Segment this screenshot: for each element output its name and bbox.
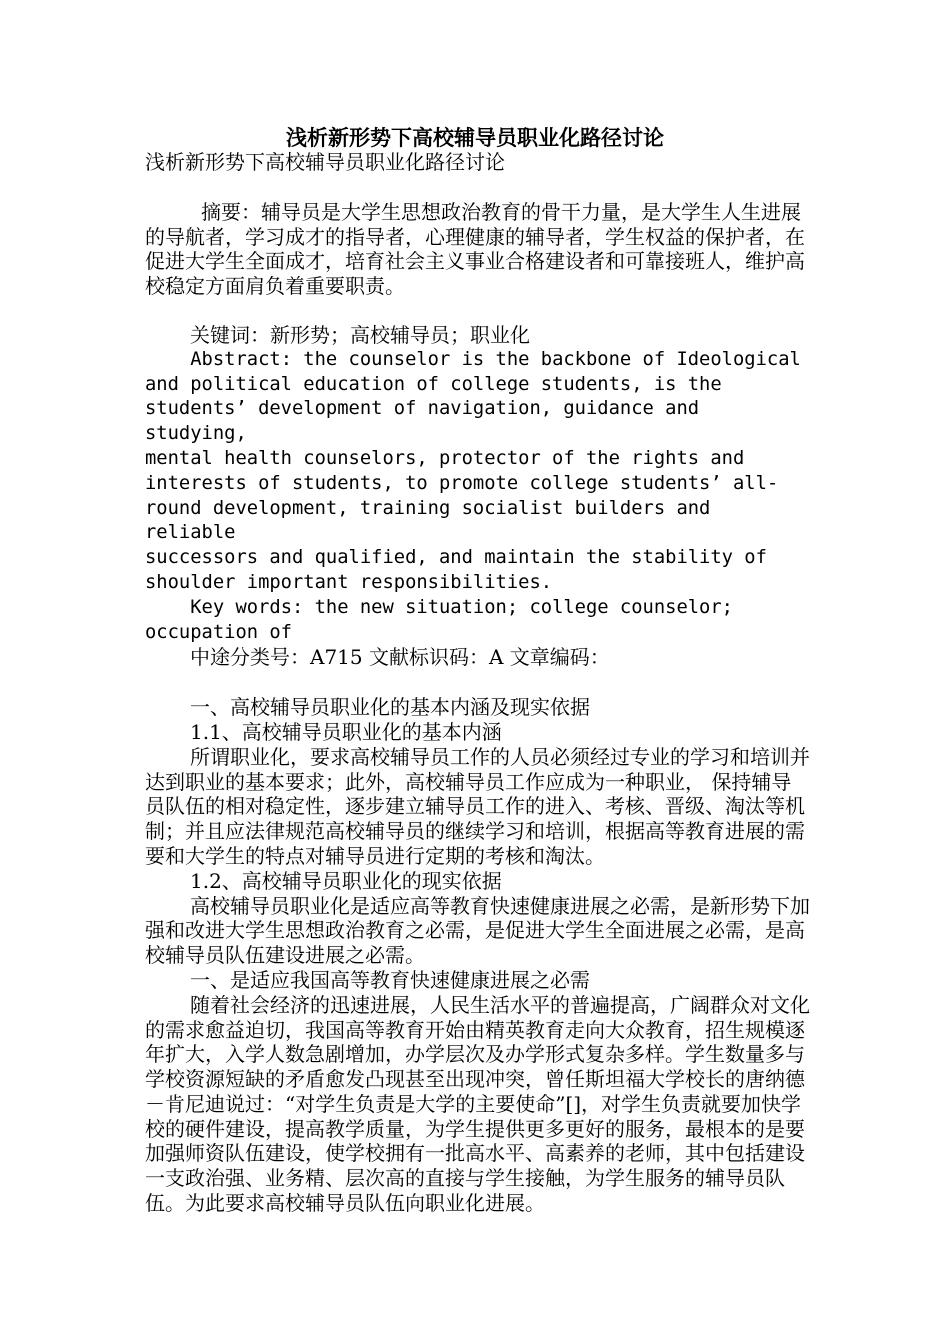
abstract-english (145, 348, 810, 596)
keywords-english-line: Key words: the new situation; college counselor; (145, 596, 733, 618)
abstract-chinese: 摘要：辅导员是大学生思想政治教育的骨干力量，是大学生人生进展的导航者，学习成才的指导者，心理健康的辅导者，学生权益的保护者，在促进大学生全面成才，培育社会主义事业合格建设者和可靠接班人，维护高校稳定方面肩负着重要职责。 (145, 199, 805, 299)
point-1-heading: 一、是适应我国高等教育快速健康进展之必需 (190, 967, 590, 992)
section-1-1-heading: 1.1、高校辅导员职业化的基本内涵 (190, 719, 502, 744)
abstract-english-line: students’ development of navigation, guidance and studying, (145, 398, 711, 445)
section-1-2-heading: 1.2、高校辅导员职业化的现实依据 (190, 868, 502, 893)
abstract-english-line: mental health counselors, protector of the rights and (145, 447, 745, 469)
abstract-english-line: successors and qualified, and maintain the stability of (145, 547, 767, 569)
point-1-body: 随着社会经济的迅速进展，人民生活水平的普遍提高，广阔群众对文化的需求愈益迫切，我国高等教育开始由精英教育走向大众教育，招生规模逐年扩大，入学人数急剧增加，办学层次及办学形式复杂多样。学生数量多与学校资源短缺的矛盾愈发凸现甚至出现冲突，曾任斯坦福大学校长的唐纳德－肯尼迪说过：“对学生负责是大学的主要使命”[]，对学生负责就要加快学校的硬件建设，提高教学质量，为学生提供更多更好的服务，最根本的是要加强师资队伍建设，使学校拥有一批高水平、高素养的老师，其中包括建设一支政治强、业务精、层次高的直接与学生接触，为学生服务的辅导员队伍。为此要求高校辅导员队伍向职业化进展。 (145, 992, 810, 1216)
abstract-english-line: round development, training socialist builders and reliable (145, 497, 722, 544)
document-title: 浅析新形势下高校辅导员职业化路径讨论 (286, 125, 664, 150)
abstract-english-line: shoulder important responsibilities. (145, 571, 553, 593)
abstract-english-line: Abstract: the counselor is the backbone of Ideological (145, 348, 801, 370)
section-1-1-body: 所谓职业化，要求高校辅导员工作的人员必须经过专业的学习和培训并达到职业的基本要求；此外，高校辅导员工作应成为一种职业， 保持辅导员队伍的相对稳定性，逐步建立辅导员工作的进入、考核、晋级、淘汰等机制；并且应法律规范高校辅导员的继续学习和培训，根据高等教育进展的需要和大学生的特点对辅导员进行定期的考核和淘汰。 (145, 744, 810, 868)
keywords-english (145, 596, 810, 646)
classification-line: 中途分类号：A715 文献标识码：A 文章编码： (190, 645, 610, 670)
abstract-english-line: and political education of college students, is the (145, 373, 722, 395)
document-body (145, 150, 810, 1216)
keywords-chinese: 关键词：新形势；高校辅导员；职业化 (190, 322, 530, 347)
section-1-2-body: 高校辅导员职业化是适应高等教育快速健康进展之必需，是新形势下加强和改进大学生思想政治教育之必需，是促进大学生全面进展之必需，是高校辅导员队伍建设进展之必需。 (145, 893, 810, 968)
document-subtitle: 浅析新形势下高校辅导员职业化路径讨论 (145, 150, 505, 174)
abstract-english-line: interests of students, to promote college students’ all- (145, 472, 779, 494)
section-1-heading: 一、高校辅导员职业化的基本内涵及现实依据 (190, 695, 590, 720)
keywords-english-line: occupation of (145, 621, 292, 643)
